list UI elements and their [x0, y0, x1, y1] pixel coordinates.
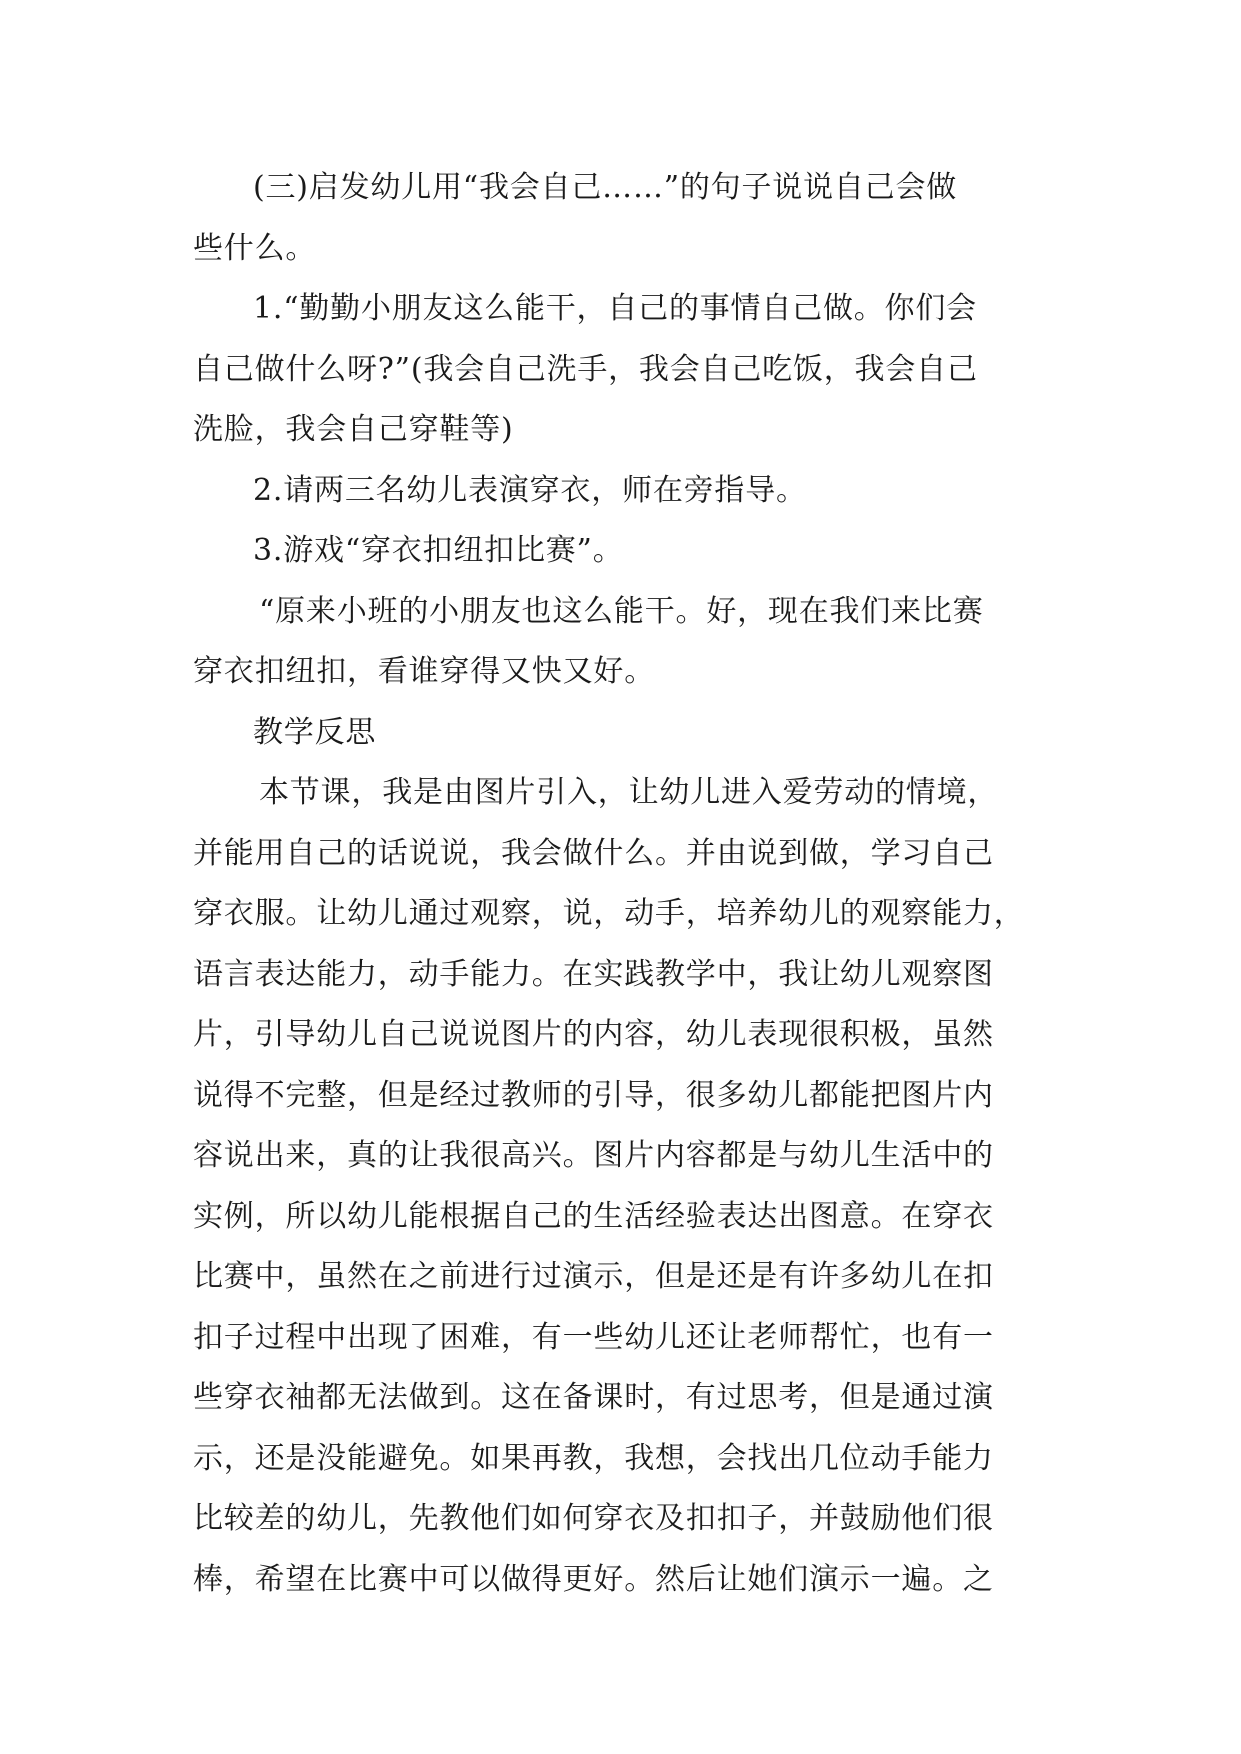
paragraph-line: 容说出来，真的让我很高兴。图片内容都是与幼儿生活中的	[193, 1138, 994, 1173]
paragraph-line: 穿衣扣纽扣，看谁穿得又快又好。	[193, 654, 655, 689]
paragraph-line: 本节课，我是由图片引入，让幼儿进入爱劳动的情境，	[259, 775, 999, 810]
paragraph-line: 穿衣服。让幼儿通过观察，说，动手，培养幼儿的观察能力，	[193, 896, 1025, 931]
paragraph-line: 实例，所以幼儿能根据自己的生活经验表达出图意。在穿衣	[193, 1198, 994, 1234]
section-heading: 教学反思	[253, 714, 377, 750]
document-page	[193, 158, 1059, 1610]
paragraph-line: “原来小班的小朋友也这么能干。好，现在我们来比赛	[259, 593, 984, 629]
paragraph-line: 示，还是没能避免。如果再教，我想，会找出几位动手能力	[193, 1440, 994, 1476]
paragraph-line: 3.游戏“穿衣扣纽扣比赛”。	[253, 533, 624, 568]
paragraph-line: 1.“勤勤小朋友这么能干，自己的事情自己做。你们会	[253, 291, 977, 326]
paragraph-line: 些什么。	[193, 230, 317, 266]
paragraph-line: 扣子过程中出现了困难，有一些幼儿还让老师帮忙，也有一	[193, 1319, 994, 1355]
paragraph-line: 自己做什么呀?”(我会自己洗手，我会自己吃饭，我会自己	[193, 351, 978, 387]
paragraph-line: 棒，希望在比赛中可以做得更好。然后让她们演示一遍。之	[193, 1561, 994, 1597]
paragraph-line: 比赛中，虽然在之前进行过演示，但是还是有许多幼儿在扣	[193, 1259, 994, 1294]
paragraph-line: 并能用自己的话说说，我会做什么。并由说到做，学习自己	[193, 835, 994, 871]
paragraph-line: 些穿衣袖都无法做到。这在备课时，有过思考，但是通过演	[193, 1380, 994, 1415]
paragraph-line: 语言表达能力，动手能力。在实践教学中，我让幼儿观察图	[193, 956, 994, 992]
paragraph-line: 片，引导幼儿自己说说图片的内容，幼儿表现很积极，虽然	[193, 1017, 994, 1052]
paragraph-line: 说得不完整，但是经过教师的引导，很多幼儿都能把图片内	[193, 1077, 994, 1113]
paragraph-line: 2.请两三名幼儿表演穿衣，师在旁指导。	[253, 472, 807, 508]
paragraph-line: (三)启发幼儿用“我会自己……”的句子说说自己会做	[253, 170, 958, 205]
paragraph-line: 比较差的幼儿，先教他们如何穿衣及扣扣子，并鼓励他们很	[193, 1501, 994, 1536]
paragraph-line: 洗脸，我会自己穿鞋等)	[193, 412, 514, 447]
